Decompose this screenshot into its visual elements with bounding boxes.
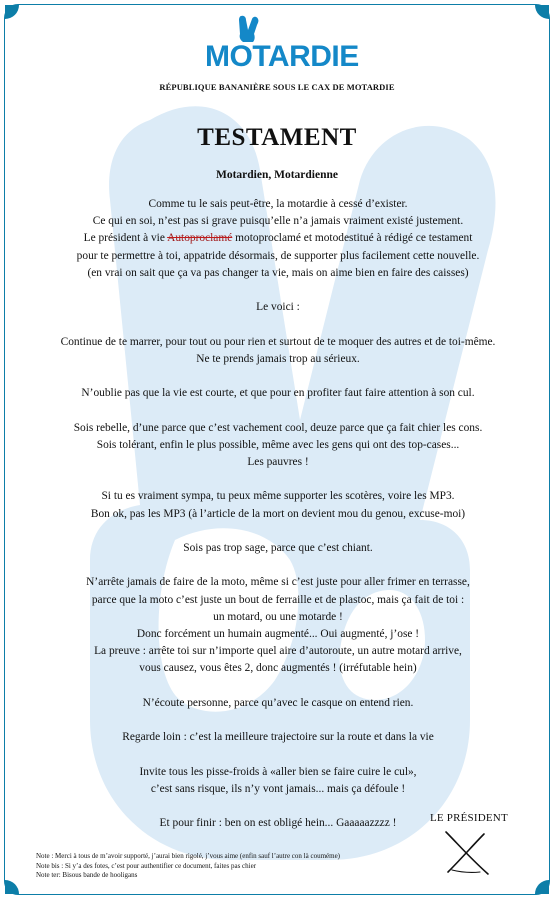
body-line: Sois tolérant, enfin le plus possible, même avec les gens qui ont des top-cases...	[96, 438, 460, 451]
body-line: N’arrête jamais de faire de la moto, même si c’est juste pour aller frimer en terrasse,	[86, 576, 470, 589]
body-line: La preuve : arrête toi sur n’importe quel aire d’autoroute, un autre motard arrive,	[94, 645, 462, 658]
footnote: Note : Merci à tous de m’avoir supporté, j’aurai bien rigolé, j’vous aime (enfin sauf l’autre con là couméme)	[36, 852, 341, 860]
body-line: N’écoute personne, parce qu’avec le casque on entend rien.	[142, 696, 414, 709]
body-line: (en vrai on sait que ça va pas changer ta vie, mais on aime bien en faire des caisses)	[87, 266, 469, 279]
body-line: Donc forcément un humain augmenté... Oui augmenté, j’ose !	[136, 627, 420, 640]
body-line: Continue de te marrer, pour tout ou pour rien et surtout de te moquer des autres et de toi-même.	[60, 335, 496, 348]
body-line: Ce qui en soi, n’est pas si grave puisqu’elle n’a jamais vraiment existé justement.	[92, 215, 464, 228]
voici-line: Le voici :	[256, 301, 300, 314]
struck-word: Autoproclamé	[167, 232, 233, 245]
greeting: Motardien, Motardienne	[215, 169, 338, 181]
body-line: Les pauvres !	[247, 455, 309, 468]
testament-body	[28, 196, 528, 832]
body-line: pour te permettre à toi, appatride désormais, de supporter plus facilement cette nouvelle.	[76, 249, 480, 262]
body-line: Invite tous les pisse-froids à «aller bien se faire cuire le cul»,	[139, 765, 417, 778]
body-line: Bon ok, pas les MP3 (à l’article de la mort on devient mou du genou, excuse-moi)	[90, 507, 466, 520]
signature-label: LE PRÉSIDENT	[430, 812, 508, 824]
body-line: Comme tu le sais peut-être, la motardie à cessé d’exister.	[148, 198, 408, 210]
body-line: c’est sans risque, ils n’y vont jamais... mais ça défoule !	[150, 782, 406, 795]
frame-corner	[5, 5, 19, 19]
body-line: N’oublie pas que la vie est courte, et que pour en profiter faut faire attention à son cul.	[81, 387, 475, 400]
body-line	[28, 230, 528, 247]
frame-corner	[535, 5, 549, 19]
body-line: Sois pas trop sage, parce que c’est chiant.	[183, 541, 373, 554]
page-title: TESTAMENT	[197, 124, 357, 151]
footnotes	[36, 852, 456, 881]
body-line: Et pour finir : ben on est obligé hein... Gaaaaazzzz !	[159, 817, 397, 830]
frame-corner	[535, 880, 549, 894]
footnote: Note bis : Si y’a des fotes, c’est pour authentifier ce document, faites pas chier	[36, 861, 257, 870]
body-line: Regarde loin : c’est la meilleure trajectoire sur la route et dans la vie	[122, 731, 434, 744]
body-line: Si tu es vraiment sympa, tu peux même supporter les scotères, voire les MP3.	[101, 490, 455, 503]
republic-subtitle: RÉPUBLIQUE BANANIÈRE SOUS LE CAX DE MOTARDIE	[159, 82, 395, 92]
body-line: vous causez, vous êtes 2, donc augmentés ! (irréfutable hein)	[139, 662, 417, 675]
frame-corner	[5, 880, 19, 894]
body-line: parce que la moto c’est juste un bout de ferraille et de plastoc, mais ça fait de toi :	[91, 593, 465, 606]
motardie-logo	[205, 14, 359, 73]
logo-text: MOTARDIE	[205, 40, 359, 73]
body-line: un motard, ou une motarde !	[213, 610, 343, 623]
body-line-prefix: Le président à vie	[83, 232, 165, 245]
body-line-suffix: motoproclamé et motodestitué à rédigé ce testament	[235, 232, 473, 245]
footnote: Note ter: Bisous bande de hooligans	[36, 871, 138, 880]
body-line: Sois rebelle, d’une parce que c’est vachement cool, deuze parce que ça fait chier les cons.	[73, 421, 483, 434]
body-line: Ne te prends jamais trop au sérieux.	[196, 352, 360, 365]
